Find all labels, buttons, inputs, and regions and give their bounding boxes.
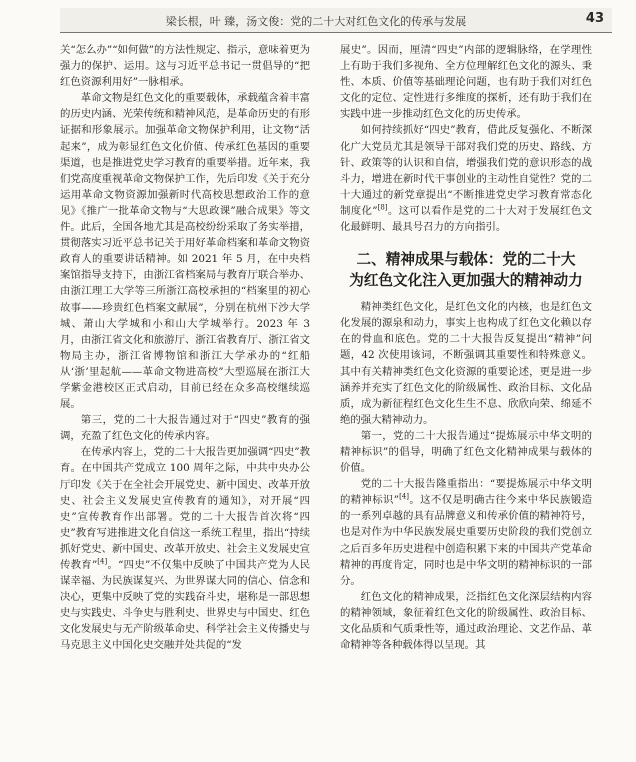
paragraph: 第一，党的二十大报告通过“提炼展示中华文明的精神标识”的倡导，明确了红色文化精神成果与载体的价值。 [340,429,592,475]
paragraph: 红色文化的精神成果，泛指红色文化深层结构内容的精神领域，象征着红色文化的阶级属性、政治目标、文化品质和气质秉性等，通过政治理论、文艺作品、革命精神等各种载体得以呈现。其 [340,590,592,652]
paragraph-text: 。“四史”不仅集中反映了中国共产党为人民谋幸福、为民族谋复兴、为世界谋大同的信心、信念和决心，更集中反映了党的实践奋斗史，堪称是一部思想史与实践史、斗争史与胜利史、世界史与中国史、红色文化发展史与无产阶级革命史、科学社会主义传播史与马克思主义中国化史交融并处共促的“发 [60,559,311,652]
paragraph: 关“怎么办”“如何做”的方法性规定、指示，意味着更为强力的保护、运用。这与习近平总书记一贯倡导的“把红色资源利用好”一脉相承。 [60,44,310,89]
citation-ref: [8] [377,203,388,212]
page-number: 43 [585,11,604,26]
paragraph-text: 党的二十大报告隆重指出：“要提炼展示中华文明的精神标识” [340,478,592,507]
running-header-title: 梁长根，叶 臻，汤文俊：党的二十大对红色文化的传承与发展 [165,15,467,28]
paragraph-text: 在传承内容上，党的二十大报告更加强调“四史”教育。在中国共产党成立 100 周年之际，中共中央办公厅印发《关于在全社会开展党史、新中国史、改革开放史、社会主义发展史宣传教育的通知》，对开展“四史”宣传教育作出部署。党的二十大报告首次将“四史”教育写进推进文化自信这一系统工程里，指出“持续抓好党史、新中国史、改革开放史、社会主义发展史宣传教育” [60,446,310,571]
paragraph [340,476,592,589]
paragraph-text: 。这不仅是明确古往今来中华民族锻造的一系列卓越的具有品牌意义和传承价值的精神符号，也是对作为中华民族发展史重要历史阶段的我们党创立之后百多年历史进程中创造积累下来的中国共产党革命精神的再度肯定，同时也是中华文明的精神标识的一部分。 [340,494,593,587]
citation-ref: [4] [399,492,410,501]
section-heading-line: 二、精神成果与载体：党的二十大 [356,251,576,269]
paragraph: 展史”。因而，厘清“四史”内部的逻辑脉络，在学理性上有助于我们多视角、全方位理解红色文化的源头、秉性、本质、价值等基础理论问题，也有助于我们对红色文化的定位、定性进行多维度的探析，还有助于我们在实践中进一步推动红色文化的历史传承。 [340,44,592,121]
citation-ref: [4] [97,557,108,566]
right-column [340,42,592,653]
left-column [60,42,310,654]
paragraph: 第三，党的二十大报告通过对于“四史”教育的强调，充盈了红色文化的传承内容。 [60,414,310,443]
paragraph-text: 如何持续抓好“四史”教育，借此反复强化、不断深化广大党员尤其是领导干部对我们党的历史、路线、方针、政策等的认识和自信，增强我们党的意识形态的战斗力，增进在新时代干事创业的主动性自觉性？党的二十大通过的新党章提出“不断推进党史学习教育常态化制度化” [340,124,592,217]
paragraph [60,444,310,653]
paragraph [340,122,592,235]
section-heading-line: 为红色文化注入更加强大的精神动力 [349,272,583,290]
paragraph-text: 。这可以看作是党的二十大对于发展红色文化最鲜明、最具号召力的方向指引。 [340,204,593,234]
paragraph: 革命文物是红色文化的重要载体，承载蕴含着丰富的历史内涵、光荣传统和精神风范，是革命历史的有形证据和形象展示。加强革命文物保护利用，让文物“活起来”，成为彰显红色文化价值、传承红色基因的重要渠道，也是推进党史学习教育的重要举措。近年来，我们党高度重视革命文物保护工作，先后印发《关于充分运用革命文物资源加强新时代高校思想政治工作的意见》《推广一批革命文物与“大思政课”融合成果》等文件。此后，全国各地尤其是高校纷纷采取了务实举措，贯彻落实习近平总书记关于用好革命档案和革命文物资政育人的重要讲话精神。如 2021 年 5 月，在中央档案馆指导支持下，由浙江省档案局与教育厅联合举办、由浙江理工大学等三所浙江高校承担的“档案里的初心故事——珍贵红色档案文献展”，分别在杭州下沙大学城、萧山大学城和小和山大学城举行。2023 年 3 月，由浙江省文化和旅游厅、浙江省教育厅、浙江省文物局主办，浙江省博物馆和浙江大学承办的“红船从‘浙’里起航——革命文物进高校”大型巡展在浙江大学紫金港校区正式启动，目前已经在众多高校继续巡展。 [60,92,310,411]
running-header [60,8,612,33]
section-heading [340,249,592,291]
paragraph: 精神类红色文化，是红色文化的内核，也是红色文化发展的源泉和动力，事实上也构成了红色文化赖以存在的骨血和底色。党的二十大报告反复提出“精神”问题，42 次使用该词，不断强调其重要性和特殊意义。其中有关精神类红色文化资源的重要论述，更是进一步涵养并充实了红色文化的阶级属性、政治目标、文化品质，成为新征程红色文化生生不息、欣欣向荣、绵延不绝的强大精神动力。 [340,301,592,426]
